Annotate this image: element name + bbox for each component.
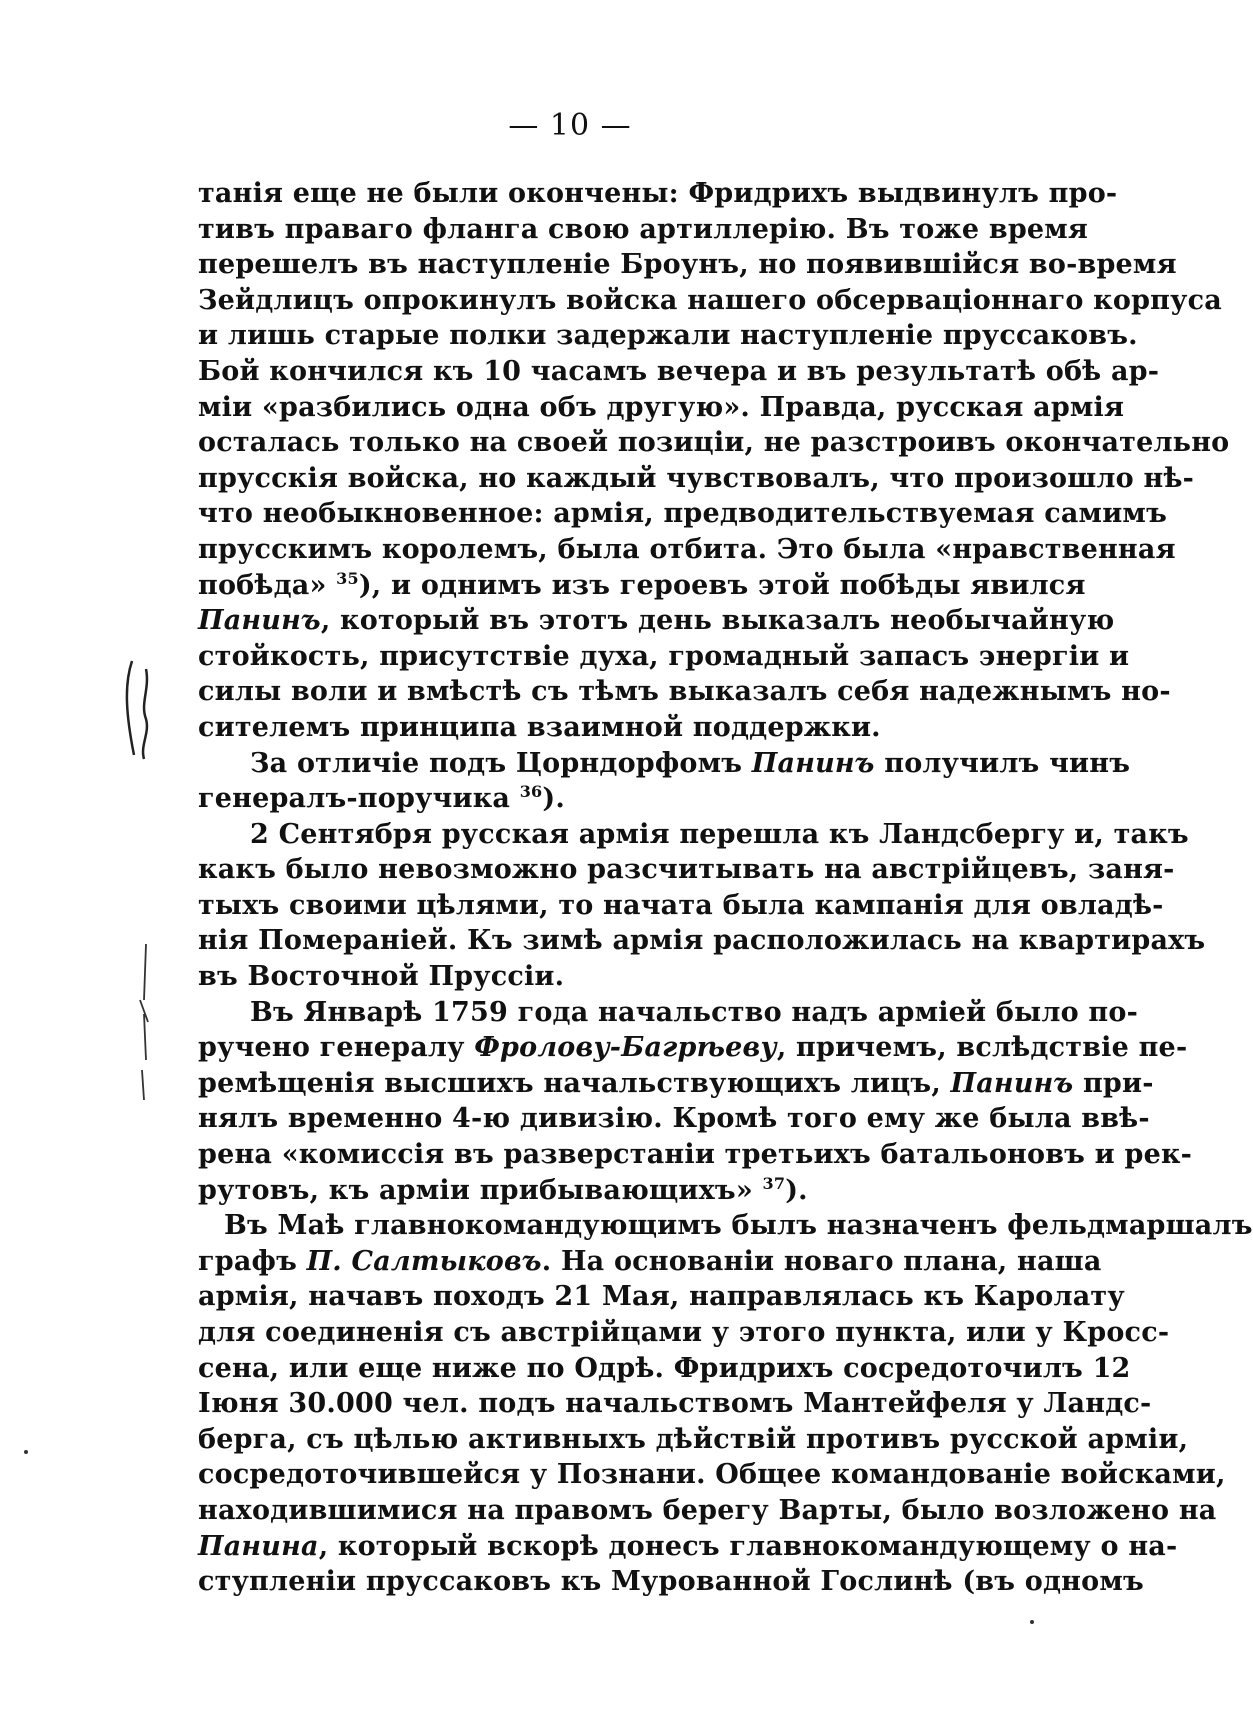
text-fragment: генералъ-поручика: [198, 783, 511, 815]
text-fragment: получилъ чинъ: [874, 747, 1131, 779]
text-fragment: ).: [542, 783, 565, 815]
text-line: прусскія войска, но каждый чувствовалъ, что произошло нѣ-: [198, 462, 1195, 494]
text-line: [198, 568, 1086, 604]
name-panin: Панина: [198, 1530, 319, 1562]
name-frolov-bagreev: Фролову-Багрѣеву: [474, 1032, 777, 1064]
text-line: [198, 1529, 1178, 1565]
text-line: сосредоточившейся у Познани. Общее командованіе войсками,: [198, 1459, 1226, 1491]
text-line: Въ Маѣ главнокомандующимъ былъ назначенъ фельдмаршалъ: [224, 1210, 1253, 1242]
text-line: силы воли и вмѣстѣ съ тѣмъ выказалъ себя надежнымъ но-: [198, 676, 1171, 708]
text-line: что необыкновенное: армія, предводительствуемая самимъ: [198, 498, 1167, 530]
text-line: тыхъ своими цѣлями, то начата была кампанія для овладѣ-: [198, 889, 1164, 921]
text-line: [198, 781, 1016, 817]
text-line: рена «комиссія въ разверстаніи третьихъ батальоновъ и рек-: [198, 1139, 1193, 1171]
text-line: сителемъ принципа взаимной поддержки.: [198, 711, 881, 743]
text-line: въ Восточной Пруссіи.: [198, 961, 565, 993]
footnote-ref-36: 36: [519, 782, 543, 802]
name-panin: Панинъ: [751, 747, 875, 779]
text-line: міи «разбились одна объ другую». Правда, русская армія: [198, 391, 1125, 423]
text-fragment: при-: [1073, 1067, 1154, 1099]
ink-dot: [1030, 1620, 1034, 1624]
text-line: осталась только на своей позиціи, не разстроивъ окончательно: [198, 427, 1230, 459]
text-line: танія еще не были окончены: Фридрихъ выдвинулъ про-: [198, 178, 1118, 209]
text-fragment: , который вскорѣ донесъ главнокомандующему о на-: [318, 1530, 1178, 1562]
margin-bracket-mark: [110, 655, 170, 765]
text-line: Въ Январѣ 1759 года начальство надъ арміей было по-: [250, 996, 1138, 1028]
text-fragment: . На основаніи новаго плана, наша: [541, 1245, 1102, 1277]
footnote-ref-35: 35: [336, 568, 359, 588]
text-fragment: графъ: [198, 1245, 307, 1277]
margin-line-mark: [124, 940, 164, 1110]
text-fragment: , причемъ, вслѣдствіе пе-: [776, 1032, 1188, 1064]
text-line: прусскимъ королемъ, была отбита. Это была «нравственная: [198, 533, 1176, 565]
footnote-ref-37: 37: [762, 1173, 786, 1193]
text-line: [198, 1030, 1188, 1066]
text-line: Бой кончился къ 10 часамъ вечера и въ результатѣ обѣ ар-: [198, 355, 1160, 387]
text-line: нялъ временно 4-ю дивизію. Кромѣ того ему же была ввѣ-: [198, 1103, 1150, 1135]
text-fragment: , который въ этотъ день выказалъ необычайную: [320, 605, 1115, 637]
body-text: [198, 176, 1253, 1600]
text-line: [198, 746, 1131, 782]
text-line: для соединенія съ австрійцами у этого пункта, или у Кросс-: [198, 1317, 1170, 1348]
text-line: какъ было невозможно разсчитывать на австрійцевъ, заня-: [198, 854, 1175, 886]
text-fragment: ручено генералу: [198, 1032, 475, 1064]
text-line: [198, 1244, 1102, 1280]
text-line: ступленіи пруссаковъ къ Мурованной Гослинѣ (въ одномъ: [198, 1566, 1144, 1598]
text-fragment: ), и однимъ изъ героевъ этой побѣды явился: [358, 569, 1086, 601]
text-fragment: ремѣщенія высшихъ начальствующихъ лицъ,: [198, 1067, 951, 1099]
page-number: — 10 —: [508, 108, 632, 143]
text-line: стойкость, присутствіе духа, громадный запасъ энергіи и: [198, 640, 1130, 672]
text-line: [198, 1173, 1016, 1209]
text-fragment: За отличіе подъ Цорндорфомъ: [250, 747, 752, 779]
name-panin: Панинъ: [950, 1067, 1074, 1099]
text-line: сена, или еще ниже по Одрѣ. Фридрихъ сосредоточилъ 12: [198, 1352, 1131, 1384]
ink-dot: [24, 1450, 28, 1454]
text-line: находившимися на правомъ берегу Варты, было возложено на: [198, 1494, 1217, 1526]
text-line: [198, 1066, 1154, 1102]
text-line: тивъ праваго фланга свою артиллерію. Въ тоже время: [198, 213, 1089, 245]
name-saltykov: П. Салтыковъ: [306, 1245, 542, 1277]
text-line: и лишь старые полки задержали наступленіе пруссаковъ.: [198, 320, 1138, 352]
text-line: 2 Сентября русская армія перешла къ Ландсбергу и, такъ: [250, 818, 1189, 850]
text-fragment: рутовъ, къ арміи прибывающихъ»: [198, 1174, 753, 1206]
name-panin: Панинъ: [198, 605, 321, 637]
text-line: нія Помераніей. Къ зимѣ армія расположилась на квартирахъ: [198, 925, 1206, 957]
text-line: перешелъ въ наступленіе Броунъ, но появившійся во-время: [198, 249, 1177, 281]
text-line: армія, начавъ походъ 21 Мая, направлялась къ Каролату: [198, 1281, 1125, 1313]
text-line: Зейдлицъ опрокинулъ войска нашего обсерваціоннаго корпуса: [198, 284, 1222, 316]
text-line: берга, съ цѣлью активныхъ дѣйствій противъ русской арміи,: [198, 1423, 1189, 1455]
text-line: [198, 603, 1115, 639]
text-fragment: ).: [785, 1174, 808, 1206]
text-line: Іюня 30.000 чел. подъ начальствомъ Мантейфеля у Ландс-: [198, 1388, 1152, 1420]
text-fragment: побѣда»: [198, 569, 327, 601]
